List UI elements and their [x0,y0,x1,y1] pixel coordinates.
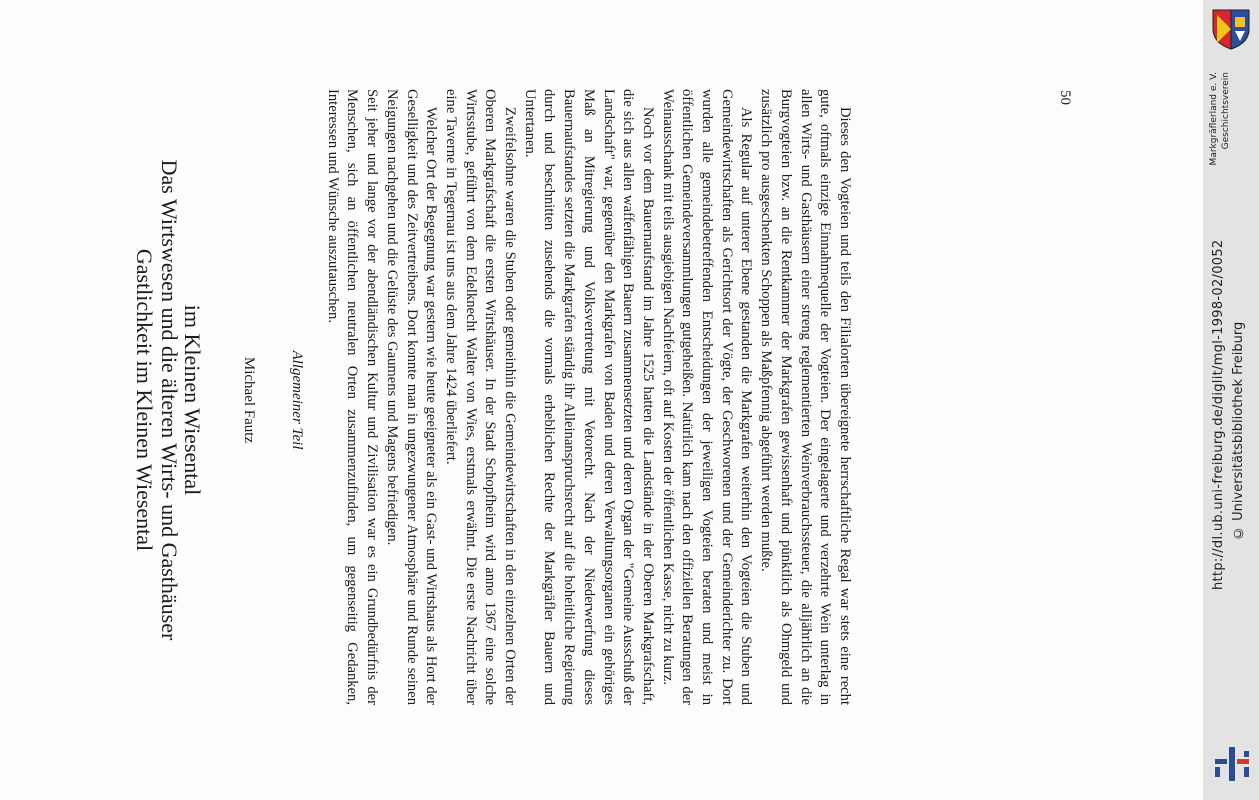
paragraph: Seit jeher und lange vor der abendländischen Kultur und Zivilisation war es ein Grundbedürfnis der Menschen, sich an öffentlichen neutralen Orten zusammenzufinden, um gegenseitig Gedanken, Interessen und Wünsche auszutauschen. [324,89,381,705]
paragraph: Dieses den Vogteien und teils den Filialorten übereignete herrschaftliche Regal war stets eine recht gute, oftmals einzige Einnahmequelle der Vogteien. Der eingelagerte und verzehrte Wein unterlag in allen Wirts- und Gasthäusern einer streng reglementierten Weinverbrauchssteuer, die alljährlich an die Burgvogteien bzw. an die Rentkammer der Markgrafen gewissenhaft und pünktlich als Ohmgeld und zusätzlich pro ausgeschenkten Schoppen als Maßpfennig abgeführt werden mußte. [758,89,853,705]
ub-freiburg-logo-icon [1212,745,1252,783]
paragraph: Welcher Ort der Begegnung war gestern wie heute geeigneter als ein Gast- und Wirtshaus als Hort der Geselligkeit und des Zeitvertreibens. Dort konnte man in ungezwungener Atmosphäre und Runde seinen Neigungen nachgehen und die Gelüste des Gaumens und Magens befriedigen. [383,89,440,705]
coat-of-arms-icon [1209,7,1253,51]
page-number: 50 [1057,90,1073,105]
body-text [322,89,873,705]
publisher-line-2: Markgräflerland e. V. [1209,72,1219,166]
section-heading: Allgemeiner Teil [289,350,305,450]
title-line-3: im Kleinen Wiesental [180,304,205,496]
paragraph: Als Regular auf unterer Ebene gestanden die Markgrafen weiterhin den Vogteien die Stuben und Gemeindewirtschaften als Gerichtsort der Vögte, der Geschworenen und der Gemeinderichter zu. Dort wurden alle gemeindebetreffenden Entscheidungen der jeweiligen Vogteien beraten und meist in öffentlichen Gemeindeversammlungen gutgeheißen. Natürlich kam nach den offiziellen Beratungen der Weinausschank mit teils ausgiebigen Nachfeiern, oft auf Kosten der öffentlichen Kasse, nicht zu kurz. [659,89,755,705]
document-url-link[interactable]: http://dl.ub.uni-freiburg.de/diglit/mgl-1998-02/0052 [1211,239,1226,590]
title-line-2: Das Wirtswesen und die älteren Wirts- und Gasthäuser [157,159,182,641]
paragraph: Zweifelsohne waren die Stuben oder gemeinhin die Gemeindewirtschaften in den einzelnen Orten der Oberen Markgrafschaft die ersten Wirtshäuser. In der Stadt Schopfheim wird anno 1367 eine solche Wirtsstube, geführt von dem Edelknecht Walter von Wies, erstmals erwähnt. Die erste Nachricht über eine Taverne in Tegernau ist uns aus dem Jahre 1424 überliefert. [442,89,519,705]
paragraph: Noch vor dem Bauernaufstand im Jahre 1525 hatten die Landstände in der Oberen Markgrafschaft, die sich aus allen waffenfähigen Bauern zusammensetzten und deren Organ der "Gemeine Ausschuß der Landschaft" war, gegenüber den Markgrafen von Baden und deren Verwaltungsorganen ein gehöriges Maß an Mitregierung und Volksvertretung mit Vetorecht. Nach der Niederwerfung dieses Bauernaufstandes setzten die Markgrafen ständig ihr Alleinanspruchsrecht auf die hoheitliche Regierung durch und beschnitten zusehends die vormals erheblichen Rechte der Markgräfler Bauern und Untertanen. [521,89,656,705]
copyright-notice: © Universitätsbibliothek Freiburg [1231,321,1246,540]
author-name: Michael Fautz [241,356,257,444]
title-line-1: Gastlichkeit im Kleinen Wiesental [132,248,157,552]
publisher-line-1: Geschichtsverein [1221,72,1231,150]
viewer-sidebar [1203,0,1259,800]
